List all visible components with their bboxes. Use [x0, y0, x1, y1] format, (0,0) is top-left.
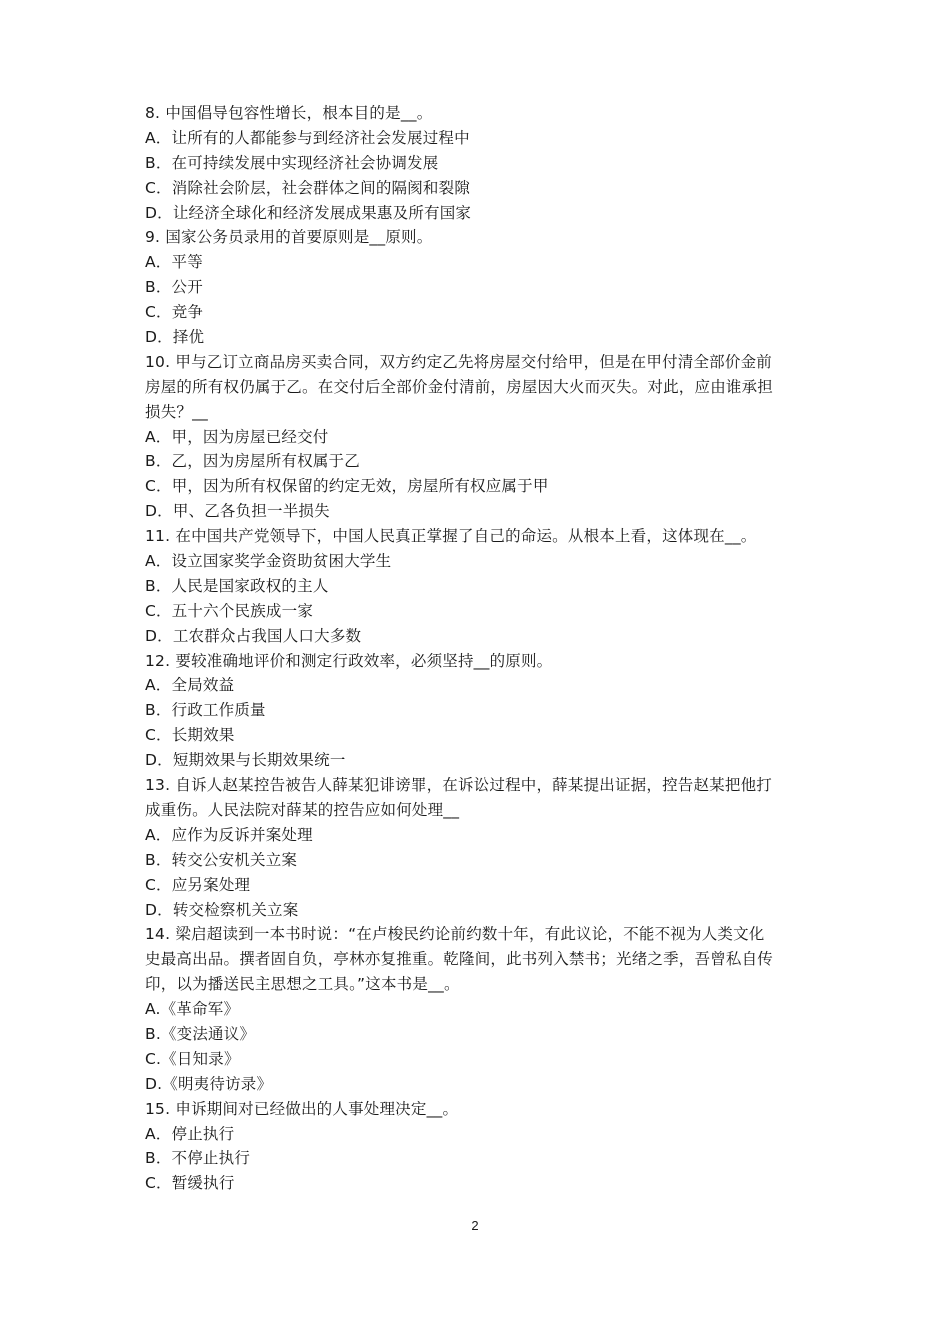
question-8-stem: 8. 中国倡导包容性增长，根本目的是__。 — [145, 104, 433, 122]
question-12-option-c: C．长期效果 — [145, 726, 235, 745]
question-8-option-c: C．消除社会阶层，社会群体之间的隔阂和裂隙 — [145, 178, 471, 197]
question-14-stem-line-2: 史最高出品。撰者固自负，亭林亦复推重。乾隆间，此书列入禁书；光绪之季，吾曾私自传 — [145, 950, 774, 969]
question-9-option-c: C．竞争 — [145, 303, 204, 322]
question-10-stem-line-1: 10. 甲与乙订立商品房买卖合同，双方约定乙先将房屋交付给甲，但是在甲付清全部价金前 — [145, 352, 772, 371]
question-11-option-d: D．工农群众占我国人口大多数 — [145, 626, 362, 645]
question-12-stem: 12. 要较准确地评价和测定行政效率，必须坚持__的原则。 — [145, 651, 553, 670]
question-14-option-d: D.《明夷待访录》 — [145, 1074, 273, 1093]
question-14-option-a: A.《革命军》 — [145, 1000, 240, 1019]
question-11-option-c: C．五十六个民族成一家 — [145, 601, 314, 620]
question-10-option-d: D．甲、乙各负担一半损失 — [145, 502, 330, 521]
question-12-option-d: D．短期效果与长期效果统一 — [145, 751, 346, 770]
question-8-option-b: B．在可持续发展中实现经济社会协调发展 — [145, 153, 439, 172]
question-13-stem-line-1: 13. 自诉人赵某控告被告人薛某犯诽谤罪，在诉讼过程中，薛某提出证据，控告赵某把他打 — [145, 776, 772, 795]
question-9-stem: 9. 国家公务员录用的首要原则是__原则。 — [145, 228, 433, 247]
page-number: 2 — [471, 1218, 479, 1233]
question-12-option-b: B．行政工作质量 — [145, 701, 266, 720]
question-15-option-c: C．暂缓执行 — [145, 1174, 235, 1193]
question-13-option-a: A．应作为反诉并案处理 — [145, 825, 313, 844]
question-9-option-b: B．公开 — [145, 278, 203, 297]
question-10-option-c: C．甲，因为所有权保留的约定无效，房屋所有权应属于甲 — [145, 477, 549, 496]
question-9-option-d: D．择优 — [145, 328, 205, 347]
question-10-stem-line-2: 房屋的所有权仍属于乙。在交付后全部价金付清前，房屋因大火而灭失。对此，应由谁承担 — [145, 377, 774, 396]
question-13-option-b: B．转交公安机关立案 — [145, 850, 298, 869]
question-10-option-b: B．乙，因为房屋所有权属于乙 — [145, 452, 360, 471]
question-12-option-a: A．全局效益 — [145, 676, 235, 695]
question-9-option-a: A．平等 — [145, 253, 203, 272]
question-10-stem-line-3: 损失？__ — [145, 402, 209, 421]
question-8-option-d: D．让经济全球化和经济发展成果惠及所有国家 — [145, 203, 472, 222]
question-14-stem-line-1: 14. 梁启超读到一本书时说：“在卢梭民约论前约数十年，有此议论，不能不视为人类文化 — [145, 925, 765, 944]
document-body — [145, 101, 825, 1196]
question-8-option-a: A．让所有的人都能参与到经济社会发展过程中 — [145, 128, 470, 147]
question-13-stem-line-2: 成重伤。人民法院对薛某的控告应如何处理__ — [145, 800, 460, 819]
question-11-option-b: B．人民是国家政权的主人 — [145, 576, 329, 595]
question-10-option-a: A．甲，因为房屋已经交付 — [145, 427, 329, 446]
question-11-option-a: A．设立国家奖学金资助贫困大学生 — [145, 552, 392, 571]
question-14-option-b: B.《变法通议》 — [145, 1024, 256, 1043]
question-15-option-a: A．停止执行 — [145, 1124, 235, 1143]
question-13-option-c: C．应另案处理 — [145, 875, 251, 894]
question-14-stem-line-3: 印，以为播送民主思想之工具。”这本书是__。 — [145, 975, 460, 994]
question-13-option-d: D．转交检察机关立案 — [145, 900, 299, 919]
question-15-stem: 15. 申诉期间对已经做出的人事处理决定__。 — [145, 1099, 459, 1118]
question-14-option-c: C.《日知录》 — [145, 1049, 240, 1068]
question-15-option-b: B．不停止执行 — [145, 1149, 251, 1168]
question-11-stem: 11. 在中国共产党领导下，中国人民真正掌握了自己的命运。从根本上看，这体现在__。 — [145, 527, 757, 546]
